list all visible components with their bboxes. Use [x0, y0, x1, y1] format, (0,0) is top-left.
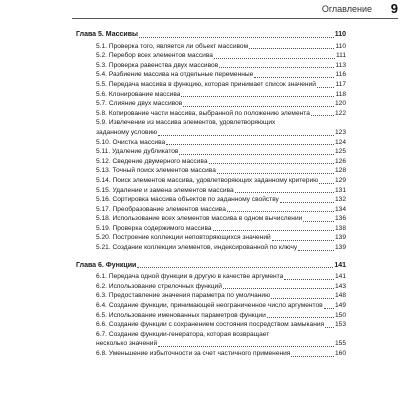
toc-entry-page: 123 [334, 128, 346, 136]
toc-entry-page: 139 [334, 234, 346, 242]
toc-entry-title: 5.3. Проверка равенства двух массивов [96, 61, 219, 69]
dot-leader [213, 230, 334, 231]
toc-entry-title: 6.6. Создание функции с сохранением состояния посредством замыкания [96, 321, 325, 329]
toc-entry [76, 118, 346, 128]
page-header [0, 0, 420, 20]
toc-entry-page: 128 [334, 167, 346, 175]
toc-entry-title: 5.18. Использование всех элементов массива в одном вычислении [96, 215, 303, 223]
toc-chapter [76, 261, 346, 271]
toc-entry-title: 5.5. Передача массива в функцию, которая принимает список значений [96, 80, 316, 88]
toc-entry-title: 6.4. Создание функции, принимающей неограниченное число аргументов [96, 302, 323, 310]
toc-entry-continuation [76, 339, 346, 349]
dot-leader [209, 163, 334, 164]
toc-entry-page: 148 [334, 292, 346, 300]
dot-leader [280, 202, 334, 203]
toc-entry-title: 6.8. Уменьшение избыточности за счет частичного применения [96, 350, 291, 357]
toc-entry-page: 153 [334, 321, 346, 329]
toc-entry [76, 51, 346, 61]
toc-entry-title: 5.17. Преобразование элементов массива [96, 205, 226, 213]
toc-entry [76, 330, 346, 340]
toc-entry-page: 131 [334, 186, 346, 194]
toc-entry-page: 141 [334, 273, 346, 281]
dot-leader [181, 96, 334, 97]
toc-entry-page: 143 [334, 282, 346, 290]
toc-entry-page: 113 [335, 61, 346, 69]
toc-entry-title: 5.4. Разбиение массива на отдельные переменные [96, 71, 254, 79]
dot-leader [214, 58, 335, 59]
toc-entry [76, 176, 346, 186]
toc-entry-title: 5.13. Точный поиск элементов массива [96, 167, 216, 175]
toc-entry-page: 120 [334, 100, 346, 108]
toc-entry-title: 5.14. Поиск элементов массива, удовлетворяющих заданному критерию [96, 176, 319, 184]
toc-entry [76, 311, 346, 321]
toc-entry-page: 110 [335, 42, 346, 50]
toc-entry [76, 320, 346, 330]
toc-entry-title: 5.10. Очистка массива [96, 138, 166, 146]
dot-leader [219, 67, 334, 68]
dot-leader [267, 317, 334, 318]
toc-entry-page: 126 [334, 157, 346, 165]
toc-entry-title: 6.7. Создание функции-генератора, которая возвращает [96, 330, 270, 338]
dot-leader [291, 356, 334, 357]
dot-leader [183, 106, 334, 107]
toc-entry [76, 243, 346, 253]
dot-leader [137, 267, 333, 268]
toc-entry-page: 136 [334, 215, 346, 223]
toc-chapter-title: Глава 5. Массивы [76, 31, 138, 38]
toc-entry-page: 122 [334, 109, 346, 117]
toc-entry [76, 157, 346, 167]
toc-entry-page: 129 [334, 176, 346, 184]
toc-entry [76, 80, 346, 90]
dot-leader [223, 288, 334, 289]
toc-entry-page: 134 [334, 205, 346, 213]
toc-chapter [76, 30, 346, 40]
toc-entry-title: 6.3. Предоставление значения параметра по умолчанию [96, 292, 271, 300]
toc-entry [76, 282, 346, 292]
dot-leader [298, 250, 334, 251]
dot-leader [325, 327, 334, 328]
toc-entry [76, 109, 346, 119]
toc-chapter-title: Глава 6. Функции [76, 261, 137, 269]
dot-leader [249, 48, 334, 49]
toc-entry-title: 5.20. Построение коллекции неповторяющихся значений [96, 234, 271, 242]
toc-entry [76, 99, 346, 109]
toc-entry-title: 6.5. Использование именованных параметров функции [96, 311, 266, 319]
dot-leader [235, 192, 334, 193]
toc-entry-page: 149 [334, 302, 346, 310]
page-number: 9 [390, 1, 398, 16]
dot-leader [179, 154, 334, 155]
toc-entry [76, 233, 346, 243]
dot-leader [254, 77, 334, 78]
toc-entry-page: 116 [335, 71, 346, 79]
toc-entry-title: 5.6. Клонирование массива [96, 90, 181, 98]
toc-entry [76, 349, 346, 359]
toc-entry-page: 124 [334, 138, 346, 146]
toc-entry-page: 125 [334, 148, 346, 156]
toc-entry-title: 5.1. Проверка того, является ли объект массивом [96, 42, 249, 50]
toc-entry-continuation [76, 128, 346, 138]
dot-leader [272, 240, 334, 241]
toc-entry-title: 5.12. Сведение двумерного массива [96, 157, 208, 165]
toc-entry-title: 5.2. Перебор всех элементов массива [96, 52, 213, 60]
toc-entry-title: 5.15. Удаление и замена элементов массива [96, 186, 234, 194]
toc-entry-title: 5.21. Создание коллекции элементов, индексированной по ключу [96, 244, 298, 252]
toc-entry-page: 138 [334, 224, 346, 232]
dot-leader [317, 87, 335, 88]
toc-entry [76, 61, 346, 71]
dot-leader [139, 37, 334, 38]
toc-entry-page: 160 [334, 350, 346, 357]
toc-entry-page: 117 [335, 80, 346, 88]
toc-entry-title: 6.1. Передача одной функции в другую в качестве аргумента [96, 273, 284, 281]
dot-leader [311, 115, 334, 116]
toc-entry [76, 166, 346, 176]
dot-leader [166, 144, 334, 145]
toc-entry [76, 70, 346, 80]
dot-leader [217, 173, 334, 174]
toc-entry-title: 5.11. Удаление дубликатов [96, 148, 179, 156]
dot-leader [319, 183, 334, 184]
toc-entry-title: 5.9. Извлечение из массива элементов, удовлетворяющих [96, 119, 276, 127]
toc-entry-page: 111 [335, 52, 346, 60]
table-of-contents [76, 29, 346, 359]
toc-entry [76, 214, 346, 224]
header-rule [72, 18, 398, 19]
dot-leader [227, 211, 334, 212]
toc-chapter-page: 141 [334, 261, 346, 269]
toc-entry [76, 90, 346, 100]
dot-leader [284, 279, 334, 280]
toc-entry [76, 42, 346, 52]
toc-entry-page: 155 [334, 340, 346, 348]
toc-entry [76, 205, 346, 215]
toc-entry [76, 291, 346, 301]
toc-entry [76, 186, 346, 196]
toc-entry-page: 118 [335, 90, 346, 98]
toc-entry-page: 139 [334, 244, 346, 252]
toc-entry [76, 147, 346, 157]
dot-leader [158, 135, 334, 136]
toc-entry-title: 5.19. Проверка содержимого массива [96, 224, 212, 232]
toc-entry [76, 272, 346, 282]
dot-leader [271, 298, 334, 299]
dot-leader [324, 308, 334, 309]
toc-entry-title-cont: заданному условию [96, 128, 158, 136]
running-head-section: Оглавление [321, 4, 372, 14]
toc-entry [76, 301, 346, 311]
dot-leader [158, 346, 334, 347]
toc-entry [76, 195, 346, 205]
toc-entry-page: 150 [334, 311, 346, 319]
toc-entry [76, 138, 346, 148]
toc-entry-title: 5.16. Сортировка массива объектов по заданному свойству [96, 196, 279, 204]
toc-entry-title: 5.7. Слияние двух массивов [96, 100, 183, 108]
toc-entry [76, 224, 346, 234]
dot-leader [303, 221, 334, 222]
toc-entry-title: 6.2. Использование стрелочных функций [96, 282, 222, 290]
toc-entry-title: 5.8. Копирование части массива, выбранной по положению элемента [96, 109, 310, 117]
toc-entry-title-cont: несколько значений [96, 340, 158, 348]
toc-entry-page: 132 [334, 196, 346, 204]
toc-chapter-page: 110 [334, 31, 346, 38]
